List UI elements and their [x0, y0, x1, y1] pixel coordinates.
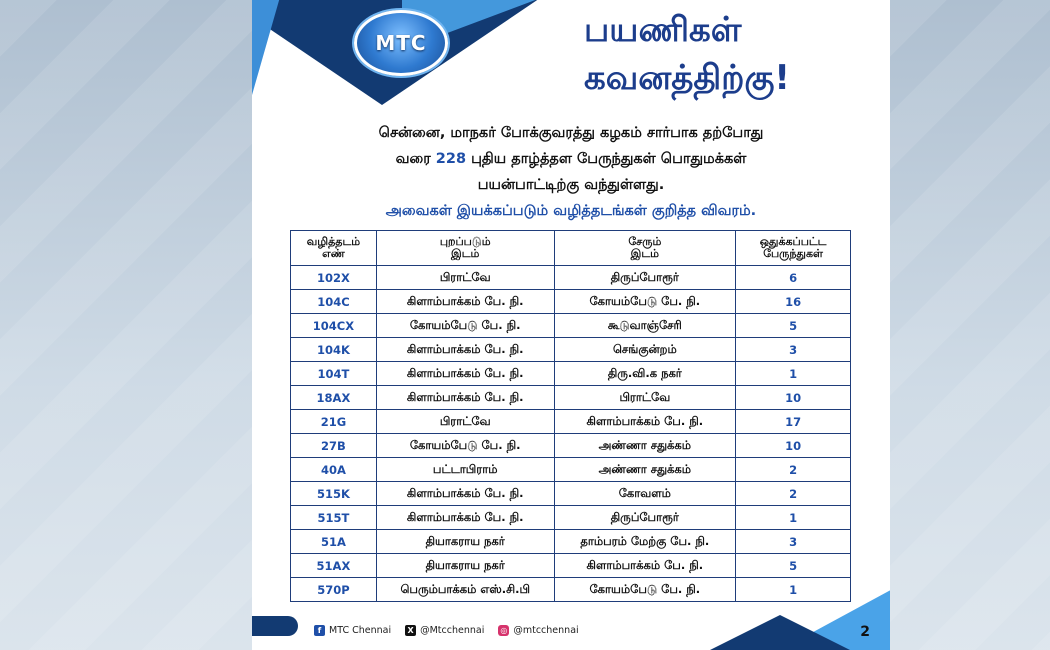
x-handle: @Mtcchennai	[420, 625, 485, 636]
destination: திருப்போரூர்	[554, 506, 736, 530]
bus-count-cell: 1	[736, 578, 851, 602]
origin: தியாகராய நகர்	[376, 530, 554, 554]
header-text: பேருந்துகள்	[763, 247, 823, 260]
header-route	[291, 231, 377, 266]
poster	[252, 0, 890, 650]
route-number: 104K	[291, 338, 377, 362]
route-number: 515T	[291, 506, 377, 530]
bus-count-cell: 3	[736, 338, 851, 362]
origin: பட்டாபிராம்	[376, 458, 554, 482]
route-number: 18AX	[291, 386, 377, 410]
bus-count-cell: 1	[736, 506, 851, 530]
origin: தியாகராய நகர்	[376, 554, 554, 578]
table-row	[291, 290, 851, 314]
origin: கிளாம்பாக்கம் பே. நி.	[376, 386, 554, 410]
bus-count-cell: 16	[736, 290, 851, 314]
intro-line: பயன்பாட்டிற்கு வந்துள்ளது.	[477, 177, 665, 193]
bus-count-cell: 10	[736, 386, 851, 410]
table-row	[291, 434, 851, 458]
x-link[interactable]	[405, 625, 484, 636]
destination: பிராட்வே	[554, 386, 736, 410]
page-number: 2	[860, 624, 870, 640]
destination: கிளாம்பாக்கம் பே. நி.	[554, 554, 736, 578]
origin: கிளாம்பாக்கம் பே. நி.	[376, 290, 554, 314]
origin: கிளாம்பாக்கம் பே. நி.	[376, 362, 554, 386]
table-row	[291, 530, 851, 554]
table-row	[291, 338, 851, 362]
destination: கூடுவாஞ்சேரி	[554, 314, 736, 338]
bus-count-cell: 10	[736, 434, 851, 458]
bus-count: 228	[435, 151, 467, 167]
route-number: 102X	[291, 266, 377, 290]
header-from	[376, 231, 554, 266]
origin: பிராட்வே	[376, 410, 554, 434]
origin: கோயம்பேடு பே. நி.	[376, 434, 554, 458]
table-row	[291, 314, 851, 338]
bus-count-cell: 5	[736, 554, 851, 578]
route-number: 51AX	[291, 554, 377, 578]
intro-line: சென்னை, மாநகர் போக்குவரத்து கழகம் சார்பாக தற்போது	[378, 125, 764, 141]
page-title: பயணிகள்	[584, 10, 742, 50]
destination: திரு.வி.க நகர்	[554, 362, 736, 386]
route-number: 104CX	[291, 314, 377, 338]
corner-decoration	[252, 0, 282, 130]
header-text: இடம்	[630, 247, 659, 260]
logo-text: MTC	[375, 31, 427, 55]
destination: செங்குன்றம்	[554, 338, 736, 362]
facebook-icon: f	[314, 625, 325, 636]
table-row	[291, 554, 851, 578]
bus-count-cell: 5	[736, 314, 851, 338]
intro-line	[272, 146, 870, 172]
bus-count-cell: 2	[736, 458, 851, 482]
header-text: இடம்	[451, 247, 480, 260]
route-number: 27B	[291, 434, 377, 458]
table-row	[291, 482, 851, 506]
bus-count-cell: 6	[736, 266, 851, 290]
bus-count-cell: 2	[736, 482, 851, 506]
table-row	[291, 266, 851, 290]
corner-decoration	[252, 616, 298, 636]
header-text: சேரும்	[628, 235, 662, 248]
mtc-logo	[354, 10, 448, 76]
header-to	[554, 231, 736, 266]
table-row	[291, 410, 851, 434]
origin: கோயம்பேடு பே. நி.	[376, 314, 554, 338]
header-text: எண்	[322, 247, 345, 260]
bus-count-cell: 17	[736, 410, 851, 434]
destination: கோயம்பேடு பே. நி.	[554, 578, 736, 602]
destination: கிளாம்பாக்கம் பே. நி.	[554, 410, 736, 434]
table-header-row	[291, 231, 851, 266]
facebook-link[interactable]	[314, 625, 391, 636]
header-text: ஒதுக்கப்பட்ட	[759, 235, 827, 248]
origin: கிளாம்பாக்கம் பே. நி.	[376, 338, 554, 362]
route-number: 570P	[291, 578, 377, 602]
route-number: 21G	[291, 410, 377, 434]
table-row	[291, 362, 851, 386]
header-text: வழித்தடம்	[306, 235, 361, 248]
intro-word: புதிய தாழ்த்தள பேருந்துகள் பொதுமக்கள்	[471, 151, 747, 167]
route-number: 515K	[291, 482, 377, 506]
destination: அண்ணா சதுக்கம்	[554, 458, 736, 482]
instagram-icon: ◎	[498, 625, 509, 636]
destination: கோயம்பேடு பே. நி.	[554, 290, 736, 314]
destination: கோவளம்	[554, 482, 736, 506]
header-text: புறப்படும்	[439, 235, 491, 248]
social-footer	[314, 625, 579, 636]
x-icon: X	[405, 625, 416, 636]
table-row	[291, 506, 851, 530]
routes-table	[290, 230, 851, 602]
route-number: 104C	[291, 290, 377, 314]
origin: பிராட்வே	[376, 266, 554, 290]
intro-line-highlight: அவைகள் இயக்கப்படும் வழித்தடங்கள் குறித்த விவரம்.	[385, 203, 757, 219]
bus-count-cell: 3	[736, 530, 851, 554]
origin: கிளாம்பாக்கம் பே. நி.	[376, 482, 554, 506]
intro-word: வரை	[395, 151, 431, 167]
bus-count-cell: 1	[736, 362, 851, 386]
route-number: 51A	[291, 530, 377, 554]
origin: பெரும்பாக்கம் எஸ்.சி.பி	[376, 578, 554, 602]
page-subtitle: கவனத்திற்கு!	[584, 58, 790, 98]
corner-decoration	[710, 615, 850, 650]
table-row	[291, 386, 851, 410]
table-row	[291, 458, 851, 482]
instagram-link[interactable]	[498, 625, 578, 636]
destination: தாம்பரம் மேற்கு பே. நி.	[554, 530, 736, 554]
destination: திருப்போரூர்	[554, 266, 736, 290]
destination: அண்ணா சதுக்கம்	[554, 434, 736, 458]
origin: கிளாம்பாக்கம் பே. நி.	[376, 506, 554, 530]
intro-text	[272, 120, 870, 224]
route-number: 104T	[291, 362, 377, 386]
instagram-handle: @mtcchennai	[513, 625, 579, 636]
background-left	[0, 0, 252, 650]
route-number: 40A	[291, 458, 377, 482]
table-row	[291, 578, 851, 602]
facebook-handle: MTC Chennai	[329, 625, 392, 636]
background-right	[890, 0, 1050, 650]
header-count	[736, 231, 851, 266]
